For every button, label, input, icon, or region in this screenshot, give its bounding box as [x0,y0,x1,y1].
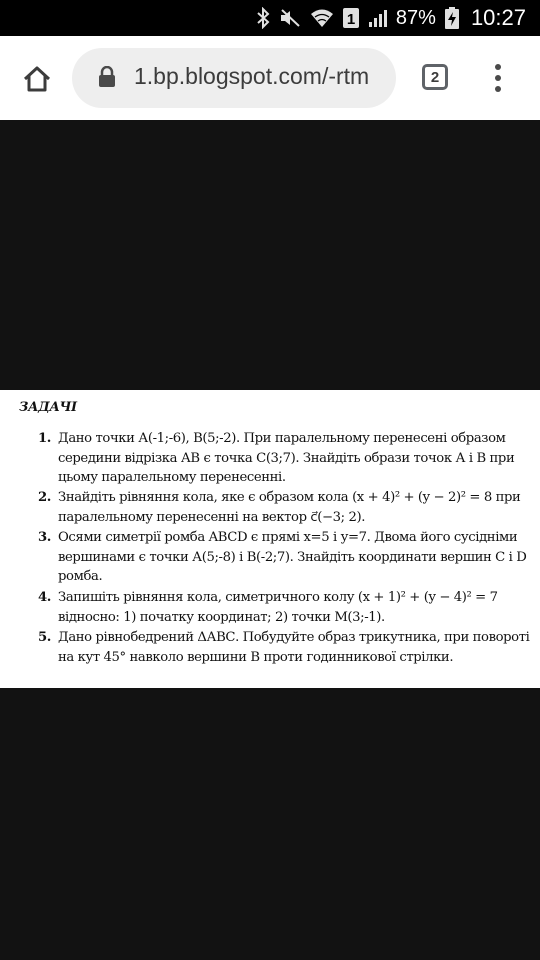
task-1 [38,429,528,488]
task-3 [38,528,528,587]
task-4 [38,588,528,627]
task-5 [38,628,528,667]
task-line: паралельному перенесенні на вектор c⃗(−3; 2). [58,509,366,525]
tab-switcher-button[interactable] [422,64,448,90]
task-line: Дано точки А(-1;-6), В(5;-2). При паралельному перенесені образом [58,431,506,446]
task-line: відносно: 1) початку координат; 2) точки М(3;-1). [58,609,385,625]
status-bar [0,0,540,36]
address-bar[interactable] [72,48,396,108]
task-line: вершинами є точки А(5;-8) і В(-2;7). Знайдіть координати вершин С і D [58,549,527,565]
signal-icon [368,8,390,28]
wifi-icon [310,8,334,28]
mute-icon [279,8,301,28]
browser-toolbar [0,36,540,120]
more-menu-icon[interactable] [486,58,510,98]
page-title: ЗАДАЧІ [19,400,77,415]
image-dark-region-bottom [0,688,540,960]
task-number: 5. [38,630,51,645]
sim-slot-label: 1 [346,11,356,28]
image-dark-region-top [0,120,540,390]
task-number: 1. [38,431,51,446]
task-line: Дано рівнобедрений ΔАВС. Побудуйте образ трикутника, при повороті [58,630,530,645]
bluetooth-icon [256,7,270,29]
home-icon [22,65,52,93]
lock-icon [98,66,116,92]
task-number: 4. [38,590,51,605]
battery-charging-icon [445,7,459,29]
tab-count: 2 [430,68,440,86]
task-number: 3. [38,530,51,545]
sim-icon [343,8,359,28]
task-line: Осями симетрії ромба ABCD є прямі х=5 і у=7. Двома його сусідніми [58,530,518,545]
task-number: 2. [38,490,51,505]
task-2 [38,488,528,527]
task-sheet-image [0,390,540,688]
clock: 10:27 [470,5,526,30]
home-button[interactable] [16,58,58,100]
task-line: Запишіть рівняння кола, симетричного колу (x + 1)² + (y − 4)² = 7 [58,590,498,605]
url-text: 1.bp.blogspot.com/-rtm [134,63,370,89]
task-line: цьому паралельному перенесенні. [58,470,286,485]
task-line: Знайдіть рівняння кола, яке є образом кола (x + 4)² + (y − 2)² = 8 при [58,490,521,505]
battery-percent: 87% [395,6,436,29]
task-line: ромба. [58,569,103,584]
task-line: на кут 45° навколо вершини В проти годинникової стрілки. [58,649,454,665]
task-line: середини відрізка АВ є точка С(3;7). Знайдіть образи точок А і В при [58,450,515,466]
